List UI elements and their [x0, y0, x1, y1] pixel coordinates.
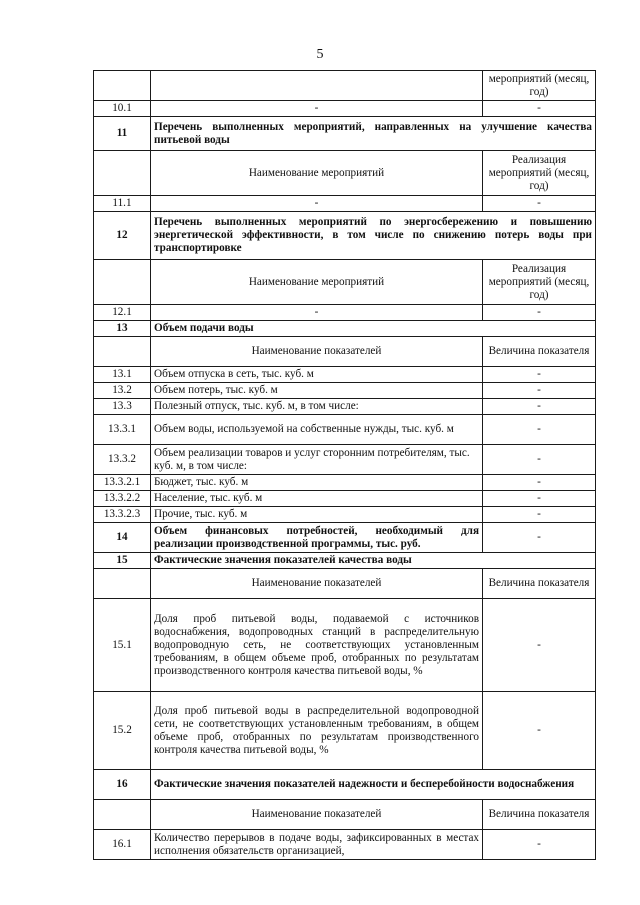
cell-num — [94, 569, 151, 599]
table-header-row — [94, 800, 596, 830]
section-row — [94, 770, 596, 800]
section-row — [94, 321, 596, 337]
section-number: 16 — [94, 770, 151, 800]
cell-mid: - — [151, 305, 483, 321]
cell-right: - — [483, 196, 596, 212]
section-row — [94, 212, 596, 260]
cell-text: Объем отпуска в сеть, тыс. куб. м — [151, 367, 483, 383]
cell-num: 10.1 — [94, 101, 151, 117]
section-number: 13 — [94, 321, 151, 337]
cell-num: 11.1 — [94, 196, 151, 212]
section-number: 12 — [94, 212, 151, 260]
cell-text: Доля проб питьевой воды в распределительной водопроводной сети, не соответствующих установленным требованиям, в общем объеме проб, отобранных по результатам производственного контроля качества питьевой воды, % — [151, 692, 483, 770]
section-title: Фактические значения показателей качества воды — [151, 553, 596, 569]
page-number: 5 — [316, 47, 324, 62]
section-row — [94, 553, 596, 569]
column-header: Наименование показателей — [151, 800, 483, 830]
cell-text: Объем реализации товаров и услуг сторонним потребителям, тыс. куб. м, в том числе: — [151, 445, 483, 475]
cell-mid — [151, 71, 483, 101]
cell-num — [94, 260, 151, 305]
table-row — [94, 491, 596, 507]
table-row — [94, 399, 596, 415]
cell-text: Полезный отпуск, тыс. куб. м, в том числе: — [151, 399, 483, 415]
section-title: Перечень выполненных мероприятий по энергосбережению и повышению энергетической эффективности, в том числе по снижению потерь воды при транспортировке — [151, 212, 596, 260]
column-header: Величина показателя — [483, 800, 596, 830]
table-header-row — [94, 569, 596, 599]
cell-right: мероприятий (месяц, год) — [483, 71, 596, 101]
table-row — [94, 599, 596, 692]
column-header: Реализация мероприятий (месяц, год) — [483, 260, 596, 305]
cell-num: 15.2 — [94, 692, 151, 770]
cell-num: 13.1 — [94, 367, 151, 383]
table-row — [94, 475, 596, 491]
cell-mid: - — [151, 101, 483, 117]
cell-num: 12.1 — [94, 305, 151, 321]
cell-text: Население, тыс. куб. м — [151, 491, 483, 507]
section-title: Объем подачи воды — [151, 321, 596, 337]
cell-num — [94, 337, 151, 367]
report-table — [93, 70, 596, 860]
column-header: Наименование показателей — [151, 569, 483, 599]
table-row — [94, 692, 596, 770]
cell-num — [94, 71, 151, 101]
section-number: 11 — [94, 117, 151, 151]
cell-right: - — [483, 383, 596, 399]
section-title: Объем финансовых потребностей, необходимый для реализации производственной программы, тыс. руб. — [151, 523, 483, 553]
cell-num: 13.3.2.1 — [94, 475, 151, 491]
cell-num: 13.3.2.3 — [94, 507, 151, 523]
cell-num: 13.2 — [94, 383, 151, 399]
cell-right: - — [483, 475, 596, 491]
cell-text: Количество перерывов в подаче воды, зафиксированных в местах исполнения обязательств организацией, — [151, 830, 483, 860]
table-row — [94, 101, 596, 117]
table-row — [94, 196, 596, 212]
section-title: Фактические значения показателей надежности и бесперебойности водоснабжения — [151, 770, 596, 800]
cell-right: - — [483, 399, 596, 415]
cell-text: Бюджет, тыс. куб. м — [151, 475, 483, 491]
table-row — [94, 367, 596, 383]
cell-right: - — [483, 830, 596, 860]
cell-right: - — [483, 101, 596, 117]
cell-num: 13.3.1 — [94, 415, 151, 445]
cell-num: 16.1 — [94, 830, 151, 860]
section-title: Перечень выполненных мероприятий, направленных на улучшение качества питьевой воды — [151, 117, 596, 151]
cell-num: 13.3 — [94, 399, 151, 415]
cell-right: - — [483, 523, 596, 553]
cell-right: - — [483, 491, 596, 507]
column-header: Наименование мероприятий — [151, 151, 483, 196]
cell-right: - — [483, 507, 596, 523]
cell-right: - — [483, 445, 596, 475]
cell-mid: - — [151, 196, 483, 212]
table-header-row — [94, 151, 596, 196]
column-header: Величина показателя — [483, 337, 596, 367]
cell-right: - — [483, 599, 596, 692]
cell-num: 15.1 — [94, 599, 151, 692]
table-row — [94, 71, 596, 101]
cell-num — [94, 800, 151, 830]
section-number: 15 — [94, 553, 151, 569]
column-header: Реализация мероприятий (месяц, год) — [483, 151, 596, 196]
cell-right: - — [483, 415, 596, 445]
table-header-row — [94, 260, 596, 305]
table-header-row — [94, 337, 596, 367]
cell-text: Объем потерь, тыс. куб. м — [151, 383, 483, 399]
section-number: 14 — [94, 523, 151, 553]
cell-num: 13.3.2.2 — [94, 491, 151, 507]
cell-right: - — [483, 692, 596, 770]
column-header: Величина показателя — [483, 569, 596, 599]
table-row — [94, 415, 596, 445]
cell-right: - — [483, 367, 596, 383]
section-row — [94, 117, 596, 151]
cell-num: 13.3.2 — [94, 445, 151, 475]
column-header: Наименование показателей — [151, 337, 483, 367]
cell-text: Доля проб питьевой воды, подаваемой с источников водоснабжения, водопроводных станций в распределительную водопроводную сеть, не соответствующих установленным требованиям, в общем объеме проб, отобранных по результатам производственного контроля качества питьевой воды, % — [151, 599, 483, 692]
table-row — [94, 305, 596, 321]
cell-text: Прочие, тыс. куб. м — [151, 507, 483, 523]
section-row — [94, 523, 596, 553]
table-row — [94, 445, 596, 475]
table-row — [94, 383, 596, 399]
table-row — [94, 507, 596, 523]
cell-right: - — [483, 305, 596, 321]
cell-num — [94, 151, 151, 196]
table-row — [94, 830, 596, 860]
column-header: Наименование мероприятий — [151, 260, 483, 305]
cell-text: Объем воды, используемой на собственные нужды, тыс. куб. м — [151, 415, 483, 445]
